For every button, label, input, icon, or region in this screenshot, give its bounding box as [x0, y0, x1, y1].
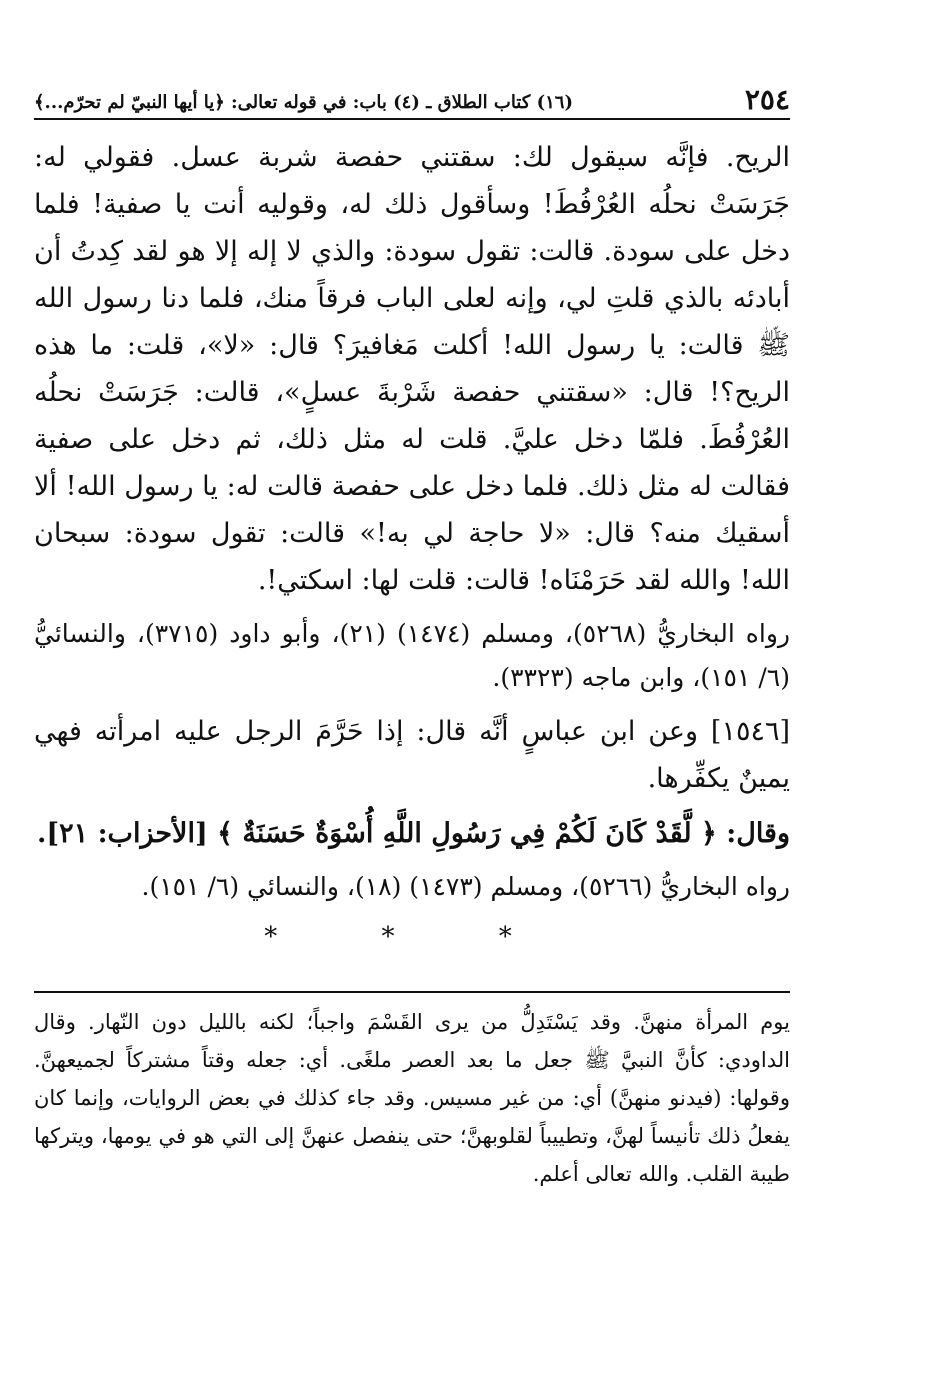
- source-reference: رواه البخاريُّ (٥٢٦٨)، ومسلم (١٤٧٤) (٢١)، وأبو داود (٣٧١٥)، والنسائيُّ (٦/ ١٥١)، وابن ماجه (٣٣٢٣).: [34, 619, 790, 692]
- page-header: [34, 78, 790, 120]
- footnote-divider: [34, 991, 790, 993]
- book-page: [34, 78, 790, 1214]
- footnote-text: يوم المرأة منهنَّ. وقد يَسْتَدِلُّ من يرى القَسْمَ واجباً؛ لكنه بالليل دون النّهار. وقال الداودي: كأنَّ النبيَّ ﷺ جعل ما بعد العصر ملغًى. أي: جعله وقتاً مشتركاً لجميعهنَّ. وقولها: (فيدنو منهنَّ) أي: من غير مسيس. وقد جاء كذلك في بعض الروايات، وإنما كان يفعلُ ذلك تأنيساً لهنَّ، وتطييباً لقلوبهنَّ؛ حتى ينفصل عنهنَّ إلى التي هو في يومها، ويتركها طيبة القلب. والله تعالى أعلم.: [34, 1010, 790, 1186]
- hadith-1546: [١٥٤٦] وعن ابن عباسٍ أنَّه قال: إذا حَرَّمَ الرجل عليه امرأته فهي يمينٌ يكفِّرها.: [34, 716, 790, 794]
- section-separator: * * *: [264, 922, 560, 952]
- hadith-continuation: الريح. فإنَّه سيقول لك: سقتني حفصة شربة عسل. فقولي له: جَرَسَتْ نحلُه العُرْفُطَ! وسأقول ذلك له، وقوليه أنت يا صفية! فلما دخل على سودة. قالت: تقول سودة: والذي لا إله إلا هو لقد كِدتُ أن أبادئه بالذي قلتِ لي، وإنه لعلى الباب فرقاً منك، فلما دنا رسول الله ﷺ قالت: يا رسول الله! أكلت مَغافيرَ؟ قال: «لا»، قلت: ما هذه الريح؟! قال: «سقتني حفصة شَرْبةَ عسلٍ»، قالت: جَرَسَتْ نحلُه العُرْفُطَ. فلمّا دخل عليَّ. قلت له مثل ذلك، ثم دخل على صفية فقالت له مثل ذلك. فلما دخل على حفصة قالت له: يا رسول الله! ألا أسقيك منه؟ قال: «لا حاجة لي به!» قالت: تقول سودة: سبحان الله! والله لقد حَرَمْنَاه! قالت: قلت لها: اسكتي!.: [34, 142, 790, 596]
- page-number: ٢٥٤: [744, 83, 790, 116]
- main-text: [34, 134, 790, 957]
- source-reference-2: رواه البخاريُّ (٥٢٦٦)، ومسلم (١٤٧٣) (١٨)، والنسائي (٦/ ١٥١).: [141, 872, 790, 901]
- quran-quote: وقال: ﴿ لَّقَدْ كَانَ لَكُمْ فِي رَسُولِ اللَّهِ أُسْوَةٌ حَسَنَةٌ ﴾ [الأحزاب: ٢١].: [36, 818, 790, 849]
- running-title: (١٦) كتاب الطلاق ـ (٤) باب: في قوله تعالى: ﴿يا أيها النبيّ لم تحرّم...﴾: [34, 92, 573, 114]
